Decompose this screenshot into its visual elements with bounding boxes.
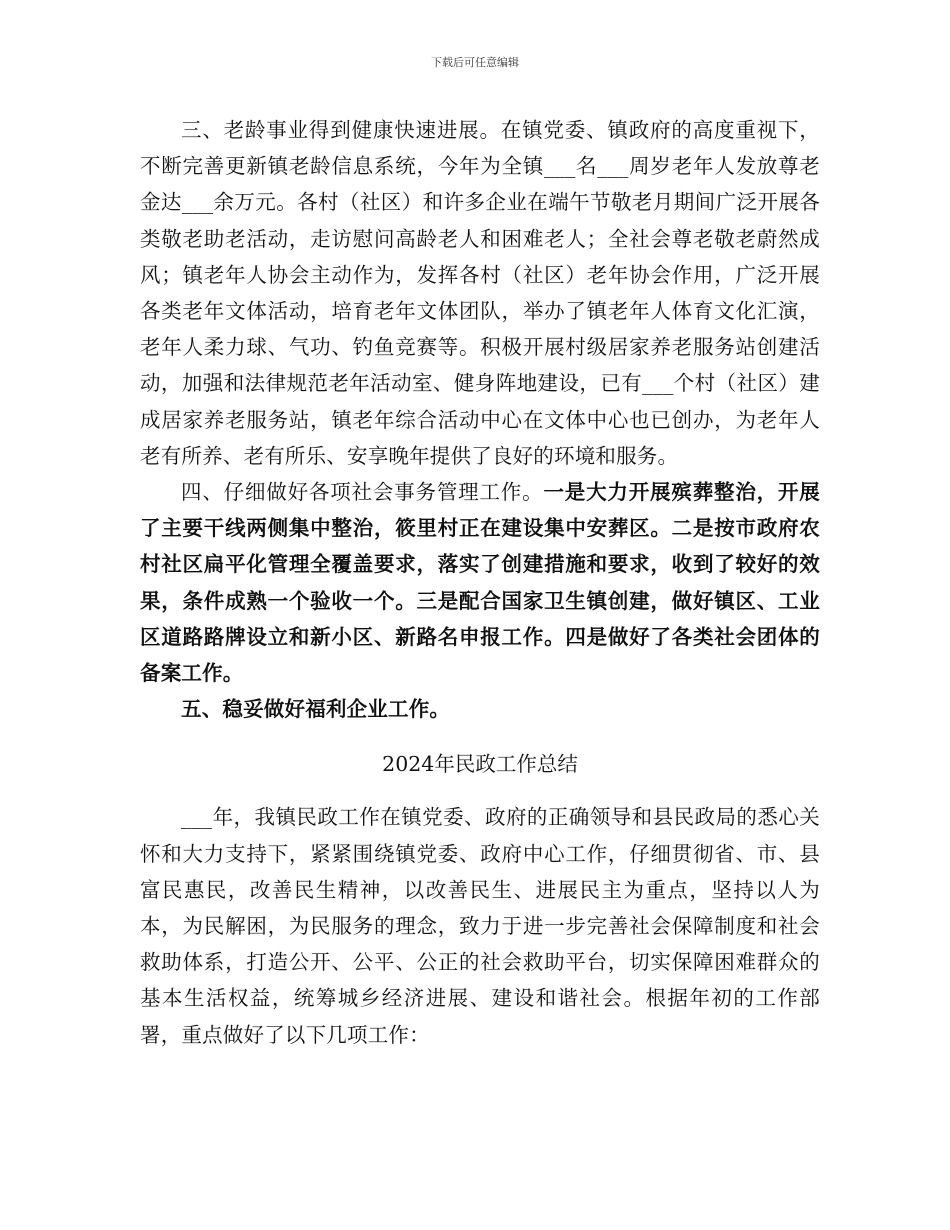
page-header: 下载后可任意编辑	[431, 56, 519, 69]
section-4-lead: 四、仔细做好各项社会事务管理工作。	[181, 480, 544, 505]
document-body	[140, 112, 820, 1053]
document-title: 2024年民政工作总结	[382, 752, 578, 777]
section-4-details: 一是大力开展殡葬整治，开展了主要干线两侧集中整治，筱里村正在建设集中安葬区。二是按市政府农村社区扁平化管理全覆盖要求，落实了创建措施和要求，收到了较好的效果，条件成熟一个验收一个。三是配合国家卫生镇创建，做好镇区、工业区道路路牌设立和新小区、新路名申报工作。四是做好了各类社会团体的备案工作。	[140, 480, 820, 686]
intro-paragraph: ___年，我镇民政工作在镇党委、政府的正确领导和县民政局的悉心关怀和大力支持下，紧紧围绕镇党委、政府中心工作，仔细贯彻省、市、县富民惠民，改善民生精神，以改善民生、进展民主为重点，坚持以人为本，为民解困，为民服务的理念，致力于进一步完善社会保障制度和社会救助体系，打造公开、公平、公正的社会救助平台，切实保障困难群众的基本生活权益，统筹城乡经济进展、建设和谐社会。根据年初的工作部署，重点做好了以下几项工作：	[140, 805, 820, 1047]
section-3-paragraph: 三、老龄事业得到健康快速进展。在镇党委、镇政府的高度重视下，不断完善更新镇老龄信息系统，今年为全镇___名___周岁老年人发放尊老金达___余万元。各村（社区）和许多企业在端午节敬老月期间广泛开展各类敬老助老活动，走访慰问高龄老人和困难老人；全社会尊老敬老蔚然成风；镇老年人协会主动作为，发挥各村（社区）老年协会作用，广泛开展各类老年文体活动，培育老年文体团队，举办了镇老年人体育文化汇演，老年人柔力球、气功、钓鱼竞赛等。积极开展村级居家养老服务站创建活动，加强和法律规范老年活动室、健身阵地建设，已有___个村（社区）建成居家养老服务站，镇老年综合活动中心在文体中心也已创办，为老年人老有所养、老有所乐、安享晚年提供了良好的环境和服务。	[140, 118, 820, 468]
section-5-heading: 五、稳妥做好福利企业工作。	[181, 697, 451, 722]
section-4-paragraph	[140, 474, 820, 691]
